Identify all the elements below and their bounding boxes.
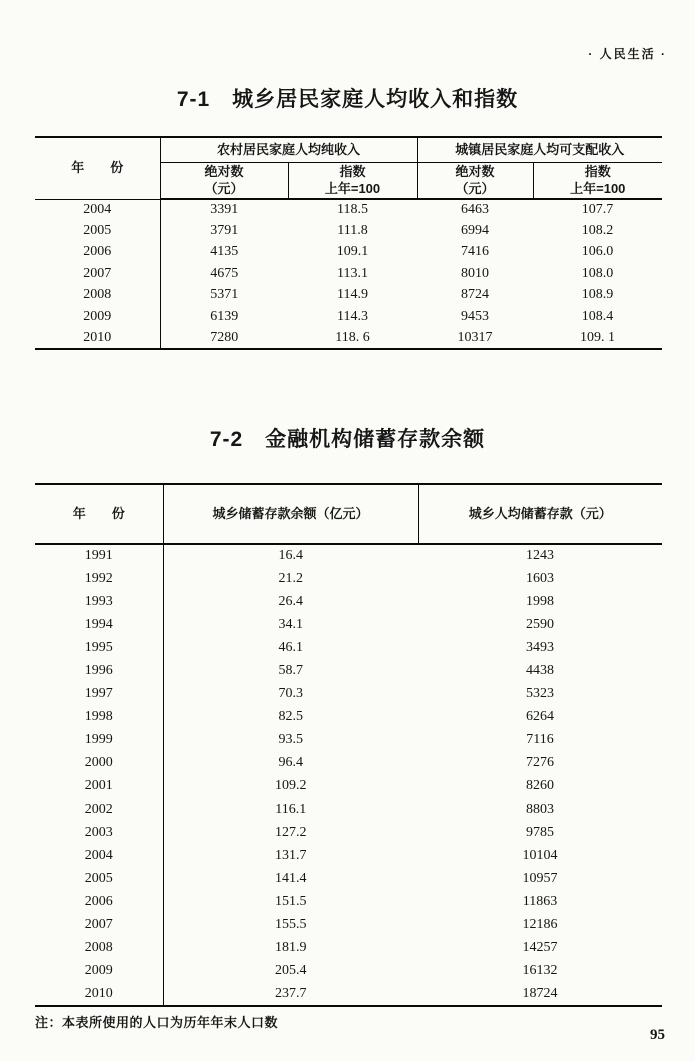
- absolute-label-line2: （元）: [455, 181, 495, 197]
- rural-index-cell: 118.5: [337, 202, 368, 218]
- table2-balance-header: 城乡储蓄存款余额（亿元）: [163, 484, 418, 544]
- per-capita-cell: 8803: [526, 801, 554, 817]
- urban-index-cell: 109. 1: [580, 329, 616, 345]
- rural-index-cell: 118. 6: [335, 329, 370, 345]
- year-cell: 2006: [35, 890, 163, 913]
- per-capita-cell: 12186: [522, 917, 558, 933]
- index-label-line1: 指数: [584, 163, 611, 179]
- year-cell: 2009: [35, 306, 160, 327]
- table2-data-row: [35, 937, 662, 960]
- balance-cell: 70.3: [278, 686, 303, 702]
- table1-data-row: [35, 242, 662, 263]
- absolute-label-line1: 绝对数: [204, 163, 244, 179]
- balance-cell: 26.4: [278, 593, 303, 609]
- table2-data-row: [35, 752, 662, 775]
- table2-data-row: [35, 775, 662, 798]
- table2-data-row: [35, 636, 662, 659]
- year-cell: 2004: [35, 199, 160, 220]
- per-capita-cell: 18724: [522, 985, 558, 1001]
- table2-title: 7-2 金融机构储蓄存款余额: [209, 428, 486, 451]
- year-cell: 2008: [35, 937, 163, 960]
- balance-cell: 237.7: [275, 985, 307, 1001]
- page-number: 95: [650, 1027, 665, 1043]
- table1-data-row: [35, 306, 662, 327]
- rural-absolute-cell: 5371: [210, 287, 239, 303]
- year-cell: 1996: [35, 659, 163, 682]
- urban-absolute-cell: 10317: [457, 329, 493, 345]
- table1-data-row: [35, 285, 662, 306]
- year-cell: 2005: [35, 867, 163, 890]
- rural-absolute-cell: 4675: [210, 265, 239, 281]
- absolute-label-line2: （元）: [204, 181, 244, 197]
- balance-cell: 155.5: [275, 917, 307, 933]
- per-capita-cell: 7116: [526, 732, 554, 748]
- table1-year-header: 年 份: [35, 137, 160, 199]
- per-capita-cell: 9785: [526, 824, 554, 840]
- table2-data-row: [35, 613, 662, 636]
- table1-urban-index-header: [533, 162, 662, 199]
- balance-cell: 131.7: [275, 847, 307, 863]
- per-capita-cell: 16132: [522, 963, 558, 979]
- table1-urban-absolute-header: [417, 162, 533, 199]
- table2-data-row: [35, 867, 662, 890]
- table2-data-row: [35, 590, 662, 613]
- per-capita-cell: 10104: [522, 847, 558, 863]
- balance-cell: 151.5: [275, 893, 307, 909]
- balance-cell: 93.5: [278, 732, 303, 748]
- urban-absolute-cell: 9453: [461, 308, 490, 324]
- year-cell: 1992: [35, 567, 163, 590]
- year-cell: 2003: [35, 821, 163, 844]
- balance-cell: 34.1: [278, 616, 303, 632]
- balance-cell: 46.1: [278, 639, 303, 655]
- balance-cell: 58.7: [278, 663, 303, 679]
- balance-cell: 127.2: [275, 824, 307, 840]
- balance-cell: 82.5: [278, 709, 303, 725]
- year-cell: 2004: [35, 844, 163, 867]
- table1-rural-group-header: 农村居民家庭人均纯收入: [160, 137, 417, 162]
- table1-urban-group-header: 城镇居民家庭人均可支配收入: [417, 137, 662, 162]
- balance-cell: 96.4: [278, 755, 303, 771]
- table1-data-row: [35, 327, 662, 348]
- table2-data-row: [35, 729, 662, 752]
- table2-data-row: [35, 567, 662, 590]
- urban-absolute-cell: 8010: [461, 265, 490, 281]
- year-cell: 2000: [35, 752, 163, 775]
- year-cell: 1997: [35, 683, 163, 706]
- table2-data-row: [35, 983, 662, 1006]
- balance-cell: 21.2: [278, 570, 303, 586]
- table1-title: 7-1 城乡居民家庭人均收入和指数: [176, 88, 519, 111]
- per-capita-cell: 10957: [522, 870, 558, 886]
- table2-data-row: [35, 890, 662, 913]
- table2-data-row: [35, 798, 662, 821]
- per-capita-cell: 5323: [526, 686, 554, 702]
- urban-absolute-cell: 8724: [461, 287, 490, 303]
- urban-absolute-cell: 6463: [461, 202, 490, 218]
- year-cell: 1998: [35, 706, 163, 729]
- balance-cell: 16.4: [278, 548, 303, 564]
- per-capita-cell: 1603: [526, 570, 554, 586]
- balance-cell: 141.4: [275, 870, 307, 886]
- year-cell: 1991: [35, 544, 163, 567]
- year-cell: 2002: [35, 798, 163, 821]
- rural-index-cell: 114.9: [337, 287, 368, 303]
- urban-index-cell: 108.0: [581, 265, 614, 281]
- table2-data-row: [35, 683, 662, 706]
- year-cell: 2008: [35, 285, 160, 306]
- year-cell: 1993: [35, 590, 163, 613]
- year-cell: 2010: [35, 983, 163, 1006]
- table2-data-row: [35, 844, 662, 867]
- rural-index-cell: 111.8: [337, 223, 368, 239]
- per-capita-cell: 1243: [526, 548, 554, 564]
- year-cell: 2005: [35, 220, 160, 241]
- urban-absolute-cell: 6994: [461, 223, 490, 239]
- per-capita-cell: 7276: [526, 755, 554, 771]
- rural-absolute-cell: 7280: [210, 329, 239, 345]
- year-cell: 2001: [35, 775, 163, 798]
- rural-absolute-cell: 6139: [210, 308, 239, 324]
- rural-absolute-cell: 4135: [210, 244, 239, 260]
- year-cell: 2006: [35, 242, 160, 263]
- table2-data-row: [35, 914, 662, 937]
- balance-cell: 116.1: [275, 801, 307, 817]
- year-cell: 2010: [35, 327, 160, 348]
- table2-data-row: [35, 544, 662, 567]
- per-capita-cell: 3493: [526, 639, 554, 655]
- table1-data-row: [35, 199, 662, 220]
- urban-index-cell: 108.4: [581, 308, 614, 324]
- table2-per-capita-header: 城乡人均储蓄存款（元）: [418, 484, 662, 544]
- income-and-index-table: [35, 136, 662, 350]
- urban-index-cell: 108.9: [581, 287, 614, 303]
- urban-index-cell: 108.2: [581, 223, 614, 239]
- year-cell: 1994: [35, 613, 163, 636]
- index-label-line2: 上年=100: [570, 181, 626, 197]
- table1-group-header-row: [35, 137, 662, 162]
- balance-cell: 109.2: [275, 778, 307, 794]
- year-cell: 1995: [35, 636, 163, 659]
- year-cell: 2009: [35, 960, 163, 983]
- urban-index-cell: 107.7: [581, 202, 614, 218]
- table-footnote: 注：本表所使用的人口为历年年末人口数: [35, 1015, 279, 1030]
- year-cell: 2007: [35, 914, 163, 937]
- index-label-line1: 指数: [339, 163, 366, 179]
- per-capita-cell: 2590: [526, 616, 554, 632]
- urban-absolute-cell: 7416: [461, 244, 490, 260]
- rural-index-cell: 113.1: [337, 265, 368, 281]
- rural-absolute-cell: 3791: [210, 223, 239, 239]
- per-capita-cell: 14257: [522, 940, 558, 956]
- urban-index-cell: 106.0: [581, 244, 614, 260]
- balance-cell: 205.4: [275, 963, 307, 979]
- table2-data-row: [35, 960, 662, 983]
- table2-header-row: [35, 484, 662, 544]
- rural-index-cell: 114.3: [337, 308, 368, 324]
- index-label-line2: 上年=100: [324, 181, 381, 197]
- table2-year-header: 年 份: [35, 484, 163, 544]
- table1-rural-index-header: [288, 162, 417, 199]
- per-capita-cell: 8260: [526, 778, 554, 794]
- per-capita-cell: 1998: [526, 593, 554, 609]
- table1-data-row: [35, 220, 662, 241]
- table2-data-row: [35, 821, 662, 844]
- table2-data-row: [35, 706, 662, 729]
- year-cell: 1999: [35, 729, 163, 752]
- page-header-label: · 人民生活 ·: [588, 47, 667, 61]
- per-capita-cell: 6264: [526, 709, 554, 725]
- table1-rural-absolute-header: [160, 162, 288, 199]
- table2-data-row: [35, 659, 662, 682]
- per-capita-cell: 11863: [522, 893, 558, 909]
- rural-index-cell: 109.1: [336, 244, 369, 260]
- absolute-label-line1: 绝对数: [455, 163, 495, 179]
- year-cell: 2007: [35, 263, 160, 284]
- savings-deposit-table: [35, 483, 662, 1007]
- balance-cell: 181.9: [275, 940, 307, 956]
- table1-data-row: [35, 263, 662, 284]
- rural-absolute-cell: 3391: [210, 202, 239, 218]
- per-capita-cell: 4438: [526, 663, 554, 679]
